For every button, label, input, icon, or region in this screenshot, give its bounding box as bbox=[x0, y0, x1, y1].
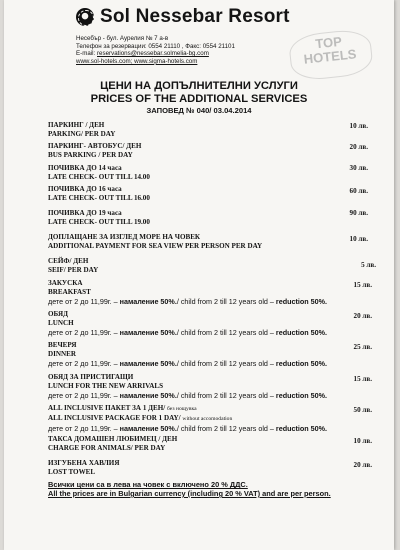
price: 30 лв. bbox=[349, 164, 368, 172]
child-discount: дете от 2 до 11,99г. – намаление 50%./ child from 2 till 12 years old – reduction 50%. bbox=[48, 359, 328, 369]
list-item: СЕЙФ/ ДЕН SEIF/ PER DAY 5 лв. bbox=[48, 257, 376, 275]
price: 10 лв. bbox=[353, 437, 372, 445]
price: 20 лв. bbox=[349, 143, 368, 151]
title-en: PRICES OF THE ADDITIONAL SERVICES bbox=[90, 93, 308, 105]
child-discount: дете от 2 до 11,99г. – намаление 50%./ child from 2 till 12 years old – reduction 50%. bbox=[48, 424, 328, 434]
list-item: ПОЧИВКА ДО 14 часа LATE CHECK- OUT TILL 14.00 30 лв. bbox=[48, 164, 368, 182]
price-list-page bbox=[4, 0, 394, 550]
email-link[interactable]: reservations@nessebar.solmelia-bg.com bbox=[97, 50, 209, 58]
child-discount: дете от 2 до 11,99г. – намаление 50%./ child from 2 till 12 years old – reduction 50%. bbox=[48, 328, 328, 338]
watermark: TOP HOTELS bbox=[292, 32, 368, 79]
web-links[interactable]: www.sol-hotels.com; www.sigma-hotels.com bbox=[76, 57, 198, 65]
list-item: ОБЯД ЗА ПРИСТИГАЩИ LUNCH FOR THE NEW ARRIVALS дете от 2 до 11,99г. – намаление 50%./ child from 2 till 12 years old – reduction 50%. 15 лв. bbox=[48, 373, 372, 401]
sun-logo-icon bbox=[76, 8, 94, 26]
price: 5 лв. bbox=[361, 261, 376, 269]
address: Несебър - бул. Аурелия № 7 а-в bbox=[76, 35, 169, 42]
price: 90 лв. bbox=[349, 209, 368, 217]
list-item: ДОПЛАЩАНЕ ЗА ИЗГЛЕД МОРЕ НА ЧОВЕК ADDITIONAL PAYMENT FOR SEA VIEW PER PERSON PER DAY 10 лв. bbox=[48, 233, 368, 251]
price: 10 лв. bbox=[349, 235, 368, 243]
list-item: ТАКСА ДОМАШЕН ЛЮБИМЕЦ / ДЕН CHARGE FOR ANIMALS/ PER DAY 10 лв. bbox=[48, 435, 372, 453]
list-item: ПАРКИНГ / ДЕН PARKING/ PER DAY 10 лв. bbox=[48, 121, 368, 139]
email-line: E-mail: reservations@nessebar.solmelia-bg.com bbox=[76, 50, 209, 58]
price: 15 лв. bbox=[353, 375, 372, 383]
footer-note bbox=[48, 480, 378, 498]
order-number: ЗАПОВЕД № 040/ 03.04.2014 bbox=[146, 106, 252, 115]
list-item: ПАРКИНГ- АВТОБУС/ ДЕН BUS PARKING / PER DAY 20 лв. bbox=[48, 142, 368, 160]
list-item: ALL INCLUSIVE ПАКЕТ ЗА 1 ДЕН/ без нощувка ALL INCLUSIVE PACKAGE FOR 1 DAY/ without accomodation дете от 2 до 11,99г. – намаление 50%./ child from 2 till 12 years old – reduction 50%. 50 лв. bbox=[48, 404, 372, 434]
price: 20 лв. bbox=[353, 461, 372, 469]
child-discount: дете от 2 до 11,99г. – намаление 50%./ child from 2 till 12 years old – reduction 50%. bbox=[48, 391, 328, 401]
footer-bg: Всички цени са в лева на човек с включено 20 % ДДС. bbox=[48, 480, 248, 489]
price: 10 лв. bbox=[349, 122, 368, 130]
price: 20 лв. bbox=[353, 312, 372, 320]
phones: Телефон за резервации: 0554 21110 , Факс: 0554 21101 bbox=[76, 42, 235, 50]
price: 50 лв. bbox=[353, 406, 372, 414]
logo bbox=[76, 6, 290, 28]
title-bg: ЦЕНИ НА ДОПЪЛНИТЕЛНИ УСЛУГИ bbox=[100, 80, 298, 92]
child-discount: дете от 2 до 11,99г. – намаление 50%./ child from 2 till 12 years old – reduction 50%. bbox=[48, 297, 328, 307]
list-item: ИЗГУБЕНА ХАВЛИЯ LOST TOWEL 20 лв. bbox=[48, 459, 372, 477]
price: 60 лв. bbox=[349, 187, 368, 195]
list-item: ЗАКУСКА BREAKFAST дете от 2 до 11,99г. – намаление 50%./ child from 2 till 12 years old – reduction 50%. 15 лв. bbox=[48, 279, 372, 307]
price: 15 лв. bbox=[353, 281, 372, 289]
price: 25 лв. bbox=[353, 343, 372, 351]
brand-name: Sol Nessebar Resort bbox=[100, 6, 290, 27]
list-item: ПОЧИВКА ДО 19 часа LATE CHECK- OUT TILL 19.00 90 лв. bbox=[48, 209, 368, 227]
list-item: ВЕЧЕРЯ DINNER дете от 2 до 11,99г. – намаление 50%./ child from 2 till 12 years old – reduction 50%. 25 лв. bbox=[48, 341, 372, 369]
contact-block bbox=[76, 35, 235, 65]
list-item: ОБЯД LUNCH дете от 2 до 11,99г. – намаление 50%./ child from 2 till 12 years old – reduction 50%. 20 лв. bbox=[48, 310, 372, 338]
list-item: ПОЧИВКА ДО 16 часа LATE CHECK- OUT TILL 16.00 60 лв. bbox=[48, 185, 368, 203]
footer-en: All the prices are in Bulgarian currency (including 20 % VAT) and are per person. bbox=[48, 489, 331, 498]
